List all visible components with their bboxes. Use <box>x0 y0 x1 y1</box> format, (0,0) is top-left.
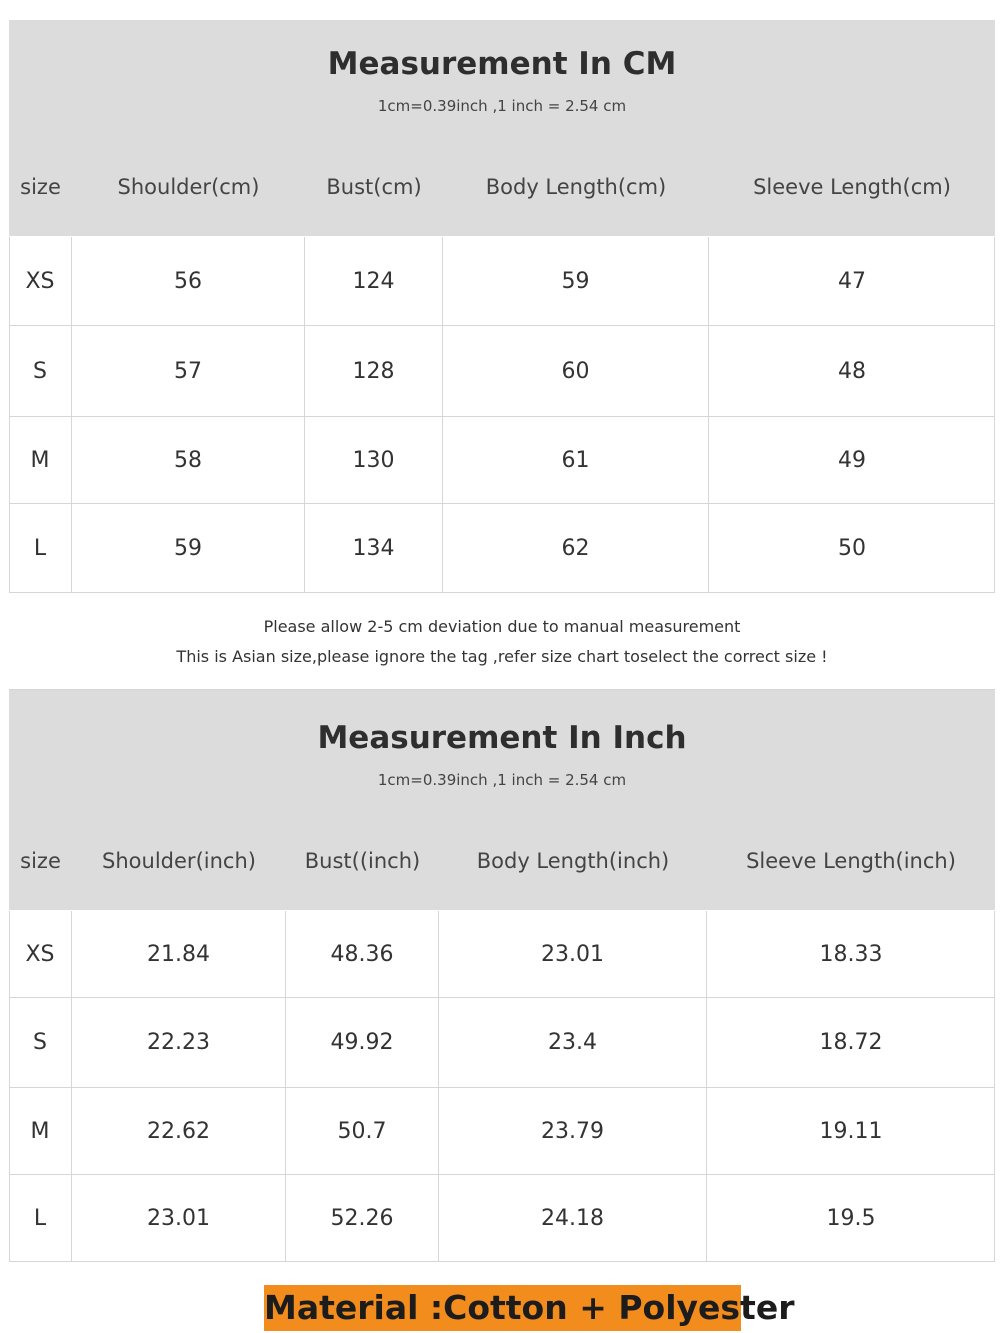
cm-header-bust: Bust(cm) <box>326 175 422 199</box>
inch-header-bust: Bust((inch) <box>304 849 421 873</box>
sleeve-length-cell: 18.33 <box>819 941 883 967</box>
body-length-cell: 23.01 <box>439 911 707 997</box>
size-cell: L <box>9 1175 72 1261</box>
size-cell: XS <box>9 911 72 997</box>
body-length-cell: 23.4 <box>439 998 707 1087</box>
inch-subtitle: 1cm=0.39inch ,1 inch = 2.54 cm <box>377 771 627 789</box>
shoulder-cell: 56 <box>72 237 305 325</box>
cm-header-sleeve-length: Sleeve Length(cm) <box>753 175 951 199</box>
table-frame-cm <box>9 237 995 593</box>
size-cell: S <box>9 998 72 1087</box>
size-cell: L <box>9 504 72 592</box>
bust-cell: 134 <box>305 504 443 592</box>
sleeve-length-cell: 18.72 <box>819 1030 883 1055</box>
bust-cell: 48.36 <box>286 911 439 997</box>
bust-cell: 50.7 <box>286 1088 439 1174</box>
cm-header-body-length: Body Length(cm) <box>485 175 667 199</box>
inch-header-shoulder: Shoulder(inch) <box>102 849 256 873</box>
cm-subtitle: 1cm=0.39inch ,1 inch = 2.54 cm <box>377 97 627 115</box>
inch-title: Measurement In Inch <box>317 720 687 756</box>
shoulder-cell: 57 <box>72 326 305 416</box>
bust-cell: 52.26 <box>286 1175 439 1261</box>
cm-title: Measurement In CM <box>327 46 677 82</box>
body-length-cell: 59 <box>443 237 709 325</box>
asian-size-note: This is Asian size,please ignore the tag ,refer size chart toselect the correct size ! <box>176 647 828 666</box>
body-length-cell: 61 <box>443 417 709 503</box>
sleeve-length-cell: 47 <box>838 268 866 294</box>
body-length-cell: 62 <box>443 504 709 592</box>
bust-cell: 128 <box>305 326 443 416</box>
size-cell: M <box>9 1088 72 1174</box>
shoulder-cell: 21.84 <box>72 911 286 997</box>
sleeve-length-cell: 48 <box>838 358 866 384</box>
body-length-cell: 24.18 <box>439 1175 707 1261</box>
cm-header-shoulder: Shoulder(cm) <box>117 175 260 199</box>
size-cell: M <box>9 417 72 503</box>
sleeve-length-cell: 19.5 <box>826 1205 876 1231</box>
cm-column-headers <box>9 175 995 205</box>
shoulder-cell: 58 <box>72 417 305 503</box>
table-frame-inch <box>9 911 995 1262</box>
material-banner: Material :Cotton + Polyester <box>264 1285 741 1331</box>
bust-cell: 130 <box>305 417 443 503</box>
cm-header-size: size <box>20 175 61 199</box>
sleeve-length-cell: 49 <box>838 447 866 473</box>
shoulder-cell: 22.62 <box>72 1088 286 1174</box>
sleeve-length-cell: 19.11 <box>819 1118 883 1144</box>
inch-header-body-length: Body Length(inch) <box>476 849 670 873</box>
deviation-note: Please allow 2-5 cm deviation due to manual measurement <box>263 617 741 636</box>
size-cell: XS <box>9 237 72 325</box>
inch-header-size: size <box>20 849 61 873</box>
shoulder-cell: 22.23 <box>72 998 286 1087</box>
body-length-cell: 23.79 <box>439 1088 707 1174</box>
shoulder-cell: 23.01 <box>72 1175 286 1261</box>
size-cell: S <box>9 326 72 416</box>
size-notes <box>9 593 995 690</box>
inch-header-sleeve-length: Sleeve Length(inch) <box>746 849 956 873</box>
body-length-cell: 60 <box>443 326 709 416</box>
sleeve-length-cell: 50 <box>838 535 866 561</box>
bust-cell: 49.92 <box>286 998 439 1087</box>
inch-column-headers <box>9 849 995 879</box>
bust-cell: 124 <box>305 237 443 325</box>
shoulder-cell: 59 <box>72 504 305 592</box>
